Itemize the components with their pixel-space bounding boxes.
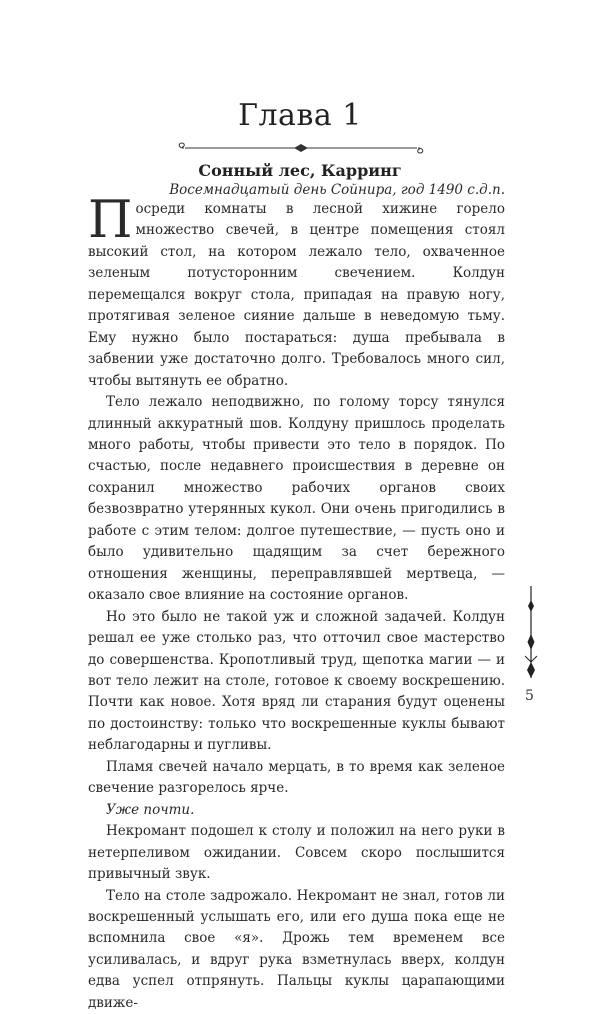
- paragraph: Пламя свечей начало мерцать, в то время как зеленое свечение разгорелось ярче.: [88, 757, 505, 800]
- ornamental-divider: [176, 141, 426, 155]
- paragraph: [88, 199, 505, 392]
- paragraph-italic: Уже почти.: [88, 800, 505, 821]
- page-number: 5: [525, 688, 534, 704]
- paragraph-text: осреди комнаты в лесной хижине горело множество свечей, в центре помещения стоял высокий стол, на котором лежало тело, охваченное зеленым потусторонним свечением. Колдун перемещался вокруг стола, припадая на правую ногу, протягивая зеленое сияние дальше в неведомую тьму. Ему нужно было постараться: душа пребывала в забвении уже достаточно долго. Требовалось много сил, чтобы вытянуть ее обратно.: [88, 201, 505, 389]
- chapter-title: Глава 1: [0, 98, 600, 133]
- paragraph: Тело лежало неподвижно, по голому торсу тянулся длинный аккуратный шов. Колдуну пришлось проделать много работы, чтобы привести это тело в порядок. По счастью, после недавнего происшествия в деревне он сохранил множество рабочих органов своих безвозвратно утерянных кукол. Они очень пригодились в работе с этим телом: долгое путешествие, — пусть оно и было удивительно щадящим за счет бережного отношения женщины, переправлявшей мертвеца, — оказало свое влияние на состояние органов.: [88, 392, 505, 607]
- paragraph: Некромант подошел к столу и положил на него руки в нетерпеливом ожидании. Совсем скоро послышится привычный звук.: [88, 821, 505, 885]
- section-title: Сонный лес, Карринг: [0, 161, 600, 180]
- paragraph: Тело на столе задрожало. Некромант не знал, готов ли воскрешенный услышать его, или его душа пока еще не вспомнила свое «я». Дрожь тем временем все усиливалась, и вдруг рука взметнулась вверх, колдун едва успел отпрянуть. Пальцы куклы царапающими движе-: [88, 886, 505, 1014]
- drop-cap: П: [88, 201, 132, 241]
- body-text: [88, 199, 505, 1014]
- paragraph: Но это было не такой уж и сложной задачей. Колдун решал ее уже столько раз, что отточил свое мастерство до совершенства. Кропотливый труд, щепотка магии — и вот тело лежит на столе, готовое к своему воскрешению. Почти как новое. Хотя вряд ли старания будут оценены по достоинству: только что воскрешенные куклы бывают неблагодарны и пугливы.: [88, 607, 505, 757]
- dateline: Восемнадцатый день Сойнира, год 1490 с.д.п.: [88, 182, 505, 198]
